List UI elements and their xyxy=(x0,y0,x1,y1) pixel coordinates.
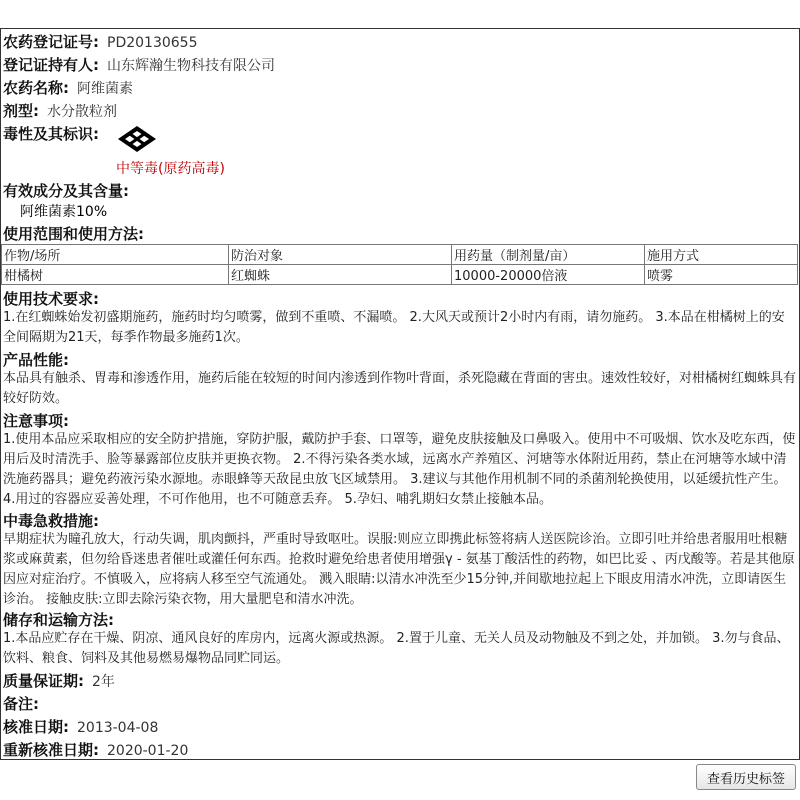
table-header-cell: 作物/场所 xyxy=(2,245,229,265)
usage-title: 使用范围和使用方法: xyxy=(3,225,144,243)
approved-label: 核准日期: xyxy=(3,718,69,736)
table-header-cell: 施用方式 xyxy=(645,245,798,265)
table-header-row xyxy=(2,245,798,265)
table-cell: 10000-20000倍液 xyxy=(452,265,645,285)
firstaid-title: 中毒急救措施: xyxy=(3,512,99,530)
tech-text: 1.在红蜘蛛始发初盛期施药，施药时均匀喷雾，做到不重喷、不漏喷。 2.大风天或预计2小时内有雨，请勿施药。 3.本品在柑橘树上的安全间隔期为21天，每季作物最多施药1次。 xyxy=(3,310,785,345)
form-label: 剂型: xyxy=(3,102,39,120)
reg-no-row xyxy=(3,31,197,54)
table-cell: 红蜘蛛 xyxy=(229,265,452,285)
storage-text: 1.本品应贮存在干燥、阴凉、通风良好的库房内，远离火源或热源。 2.置于儿童、无关人员及动物触及不到之处，并加锁。 3.勿与食品、饮料、粮食、饲料及其他易燃易爆物品同贮同运。 xyxy=(3,631,790,666)
holder-label: 登记证持有人: xyxy=(3,56,99,74)
approved-value: 2013-04-08 xyxy=(77,720,159,736)
usage-table xyxy=(1,244,798,285)
remark-label: 备注: xyxy=(3,695,39,713)
tech-title: 使用技术要求: xyxy=(3,290,99,308)
holder-value: 山东辉瀚生物科技有限公司 xyxy=(107,58,275,74)
perf-text: 本品具有触杀、胃毒和渗透作用，施药后能在较短的时间内渗透到作物叶背面，杀死隐藏在背面的害虫。速效性较好，对柑橘树红蜘蛛具有较好防效。 xyxy=(3,371,797,406)
shelf-value: 2年 xyxy=(92,674,115,690)
toxicity-value: 中等毒(原药高毒) xyxy=(116,161,225,177)
active-label: 有效成分及其含量: xyxy=(3,182,129,200)
view-history-label-button[interactable]: 查看历史标签 xyxy=(696,764,796,790)
name-value: 阿维菌素 xyxy=(77,81,133,97)
reapproved-row xyxy=(3,739,188,762)
shelf-label: 质量保证期: xyxy=(3,672,84,690)
table-cell: 喷雾 xyxy=(645,265,798,285)
active-value: 阿维菌素10% xyxy=(20,204,108,220)
name-row xyxy=(3,77,133,100)
form-row xyxy=(3,100,117,123)
firstaid-text: 早期症状为瞳孔放大，行动失调，肌肉颤抖，严重时导致呕吐。误服:则应立即携此标签将病人送医院诊治。立即引吐并给患者服用吐根糖浆或麻黄素，但勿给昏迷患者催吐或灌任何东西。抢救时避免给患者使用增强γ - 氨基丁酸活性的药物，如巴比妥 、丙戊酸等。若是其他原因应对症治疗。不慎吸入，应将病人移至空气流通处。 溅入眼睛:以清水冲洗至少15分钟,并间歇地拉起上下眼皮用清水冲洗，立即请医生诊治。 接触皮肤:立即去除污染衣物，用大量肥皂和清水冲洗。 xyxy=(3,532,795,607)
form-value: 水分散粒剂 xyxy=(47,104,117,120)
table-header-cell: 用药量（制剂量/亩） xyxy=(452,245,645,265)
table-row xyxy=(2,265,798,285)
table-cell: 柑橘树 xyxy=(2,265,229,285)
toxicity-label: 毒性及其标识: xyxy=(3,125,99,143)
reapproved-label: 重新核准日期: xyxy=(3,741,99,759)
reg-no-label: 农药登记证号: xyxy=(3,33,99,51)
toxicity-diamond-icon xyxy=(117,125,157,153)
toxicity-row xyxy=(3,123,99,146)
storage-title: 储存和运输方法: xyxy=(3,611,114,629)
perf-title: 产品性能: xyxy=(3,351,69,369)
name-label: 农药名称: xyxy=(3,79,69,97)
active-row xyxy=(3,180,129,203)
reg-no-value: PD20130655 xyxy=(107,35,198,51)
reapproved-value: 2020-01-20 xyxy=(107,743,189,759)
shelf-row xyxy=(3,670,115,693)
notes-text: 1.使用本品应采取相应的安全防护措施，穿防护服，戴防护手套、口罩等，避免皮肤接触及口鼻吸入。使用中不可吸烟、饮水及吃东西，使用后及时清洗手、脸等暴露部位皮肤并更换衣物。 2.不得污染各类水域，远离水产养殖区、河塘等水体附近用药，禁止在河塘等水域中清洗施药器具；避免药液污染水源地。赤眼蜂等天敌昆虫放飞区域禁用。 3.建议与其他作用机制不同的杀菌剂轮换使用，以延缓抗性产生。 4.用过的容器应妥善处理，不可作他用，也不可随意丢弃。 5.孕妇、哺乳期妇女禁止接触本品。 xyxy=(3,432,796,507)
table-header-cell: 防治对象 xyxy=(229,245,452,265)
notes-title: 注意事项: xyxy=(3,412,69,430)
approved-row xyxy=(3,716,158,739)
remark-row xyxy=(3,693,47,716)
holder-row xyxy=(3,54,275,77)
